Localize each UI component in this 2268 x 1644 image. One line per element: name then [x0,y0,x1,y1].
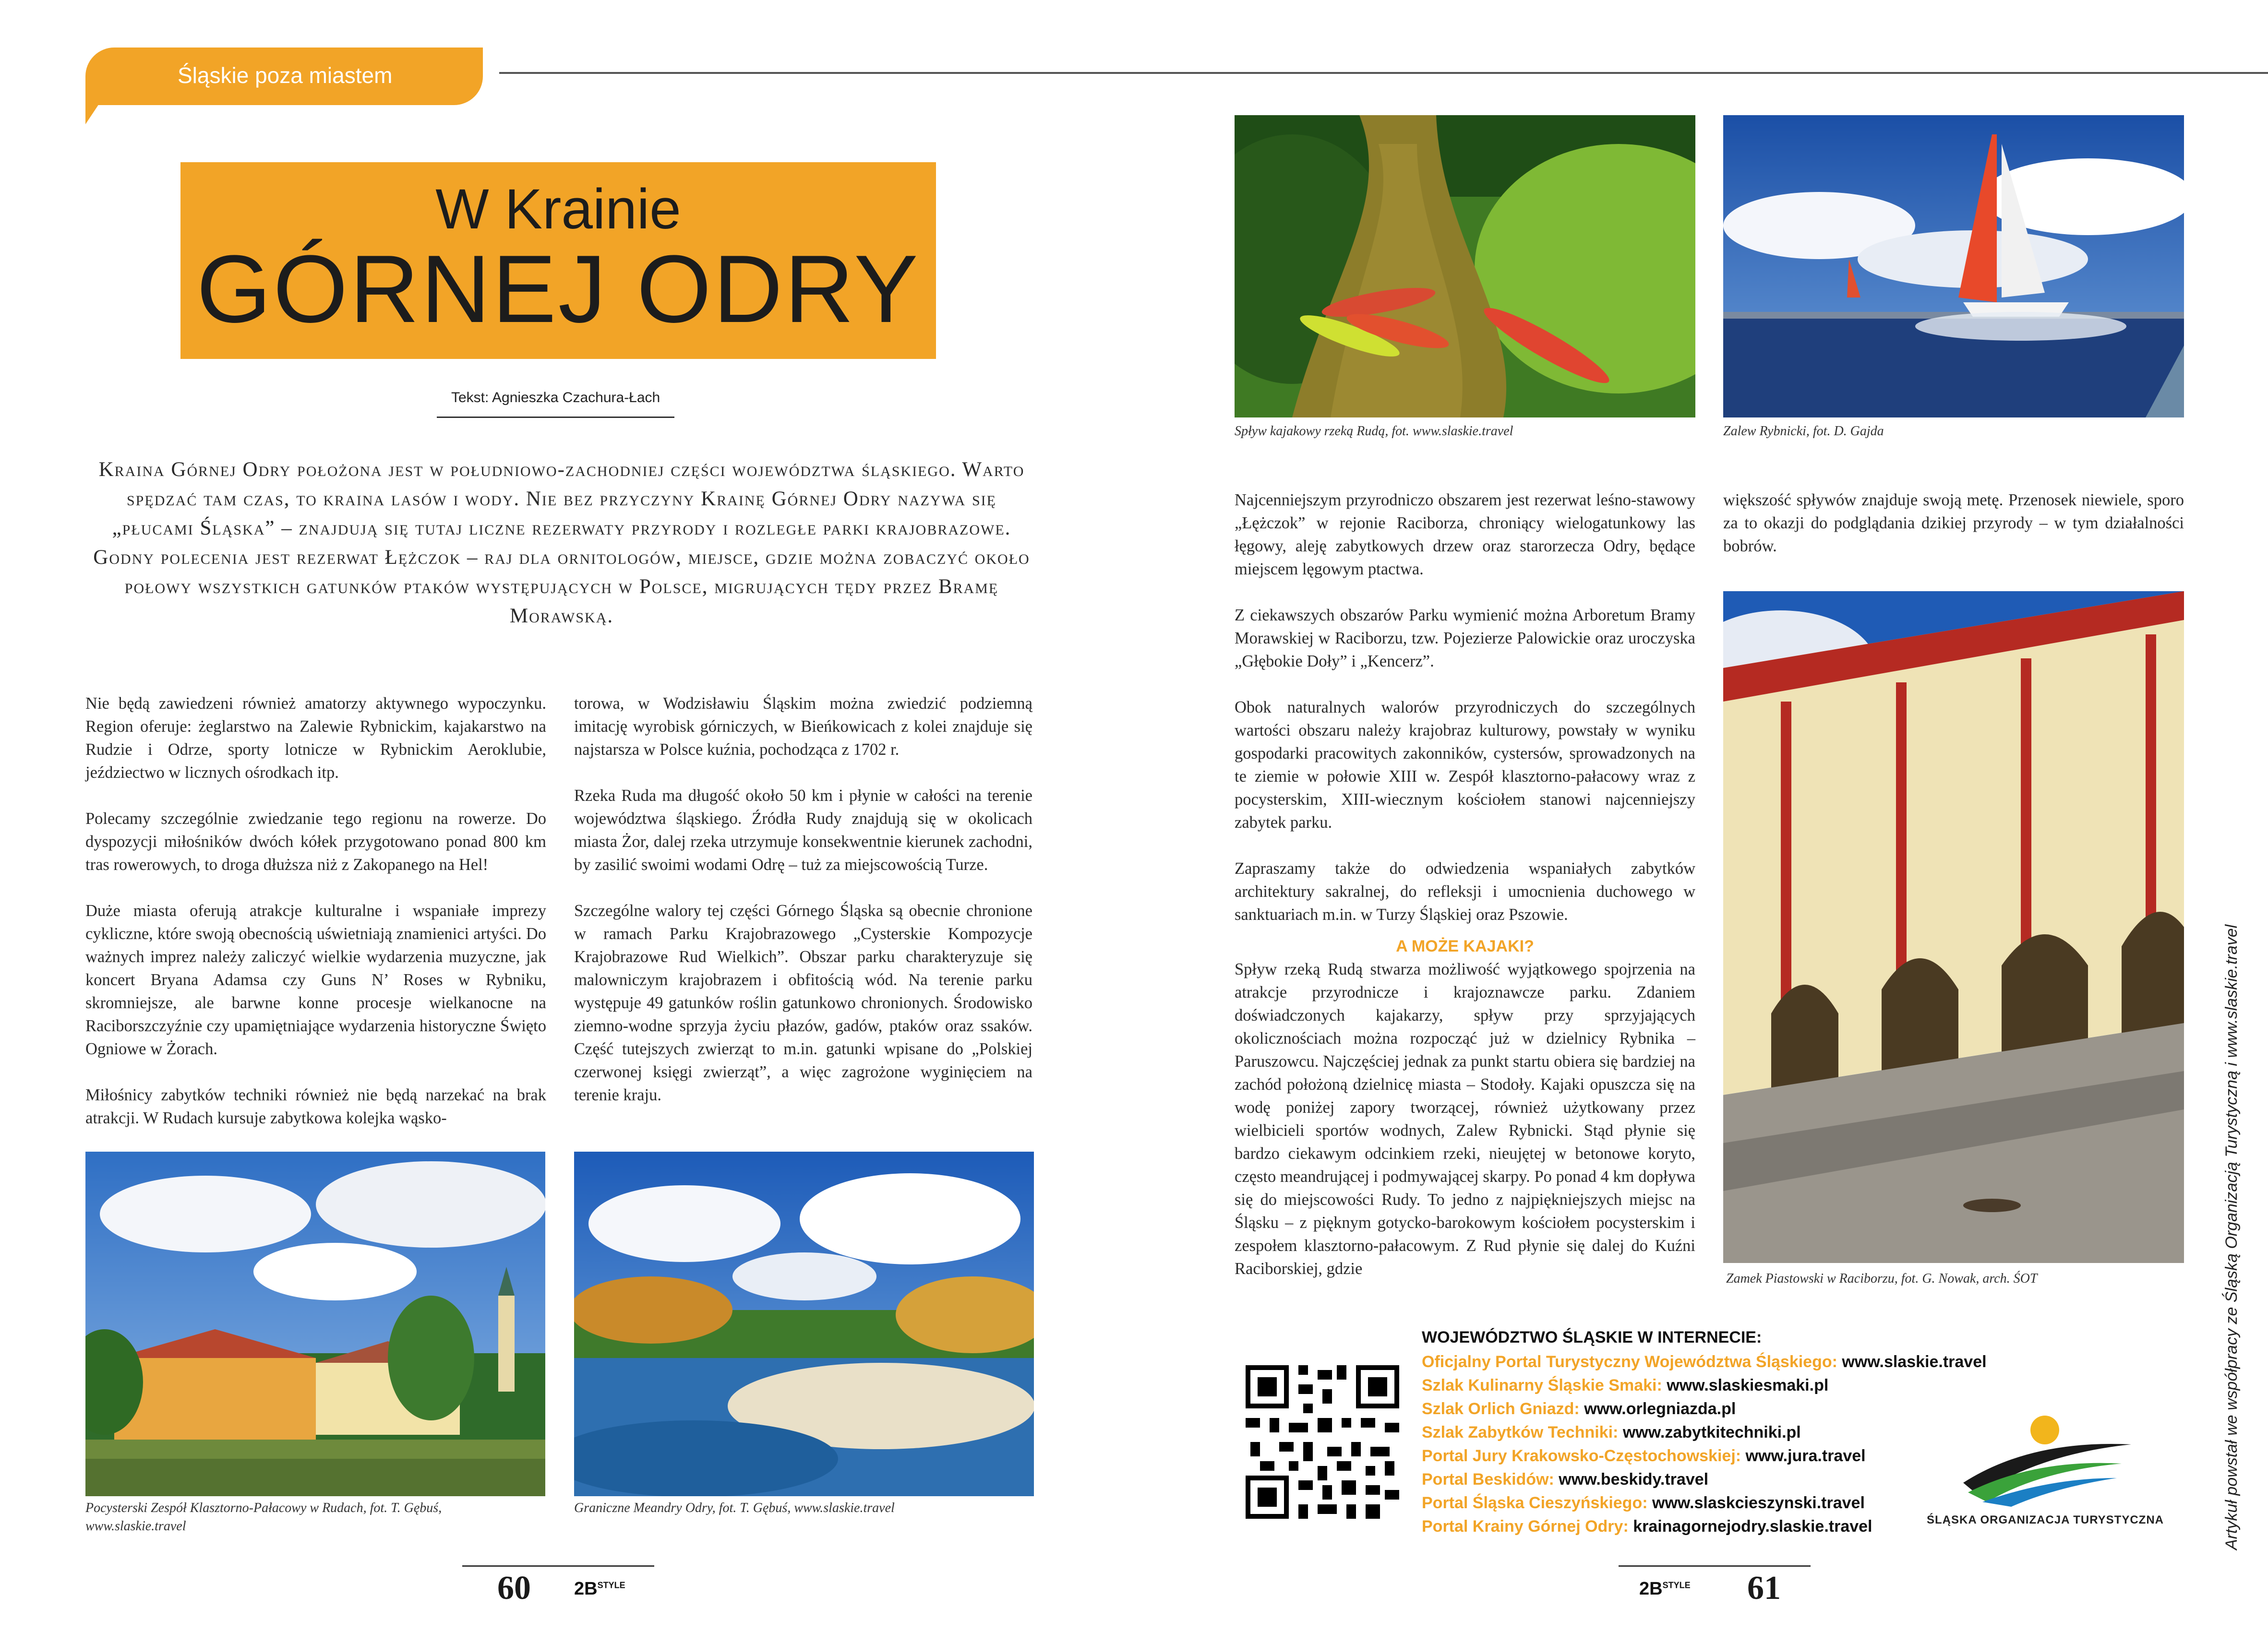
castle-caption: Zamek Piastowski w Raciborzu, fot. G. Nowak, arch. ŚOT [1726,1271,2038,1286]
paragraph: Miłośnicy zabytków techniki również nie będą narzekać na brak atrakcji. W Rudach kursuje zabytkowa kolejka wąsko- [85,1086,546,1127]
kayak-caption: Spływ kajakowy rzeką Rudą, fot. www.slaskie.travel [1235,424,1513,439]
river-caption: Graniczne Meandry Odry, fot. T. Gębuś, www.slaskie.travel [574,1501,895,1515]
link-url[interactable]: www.slaskiesmaki.pl [1667,1376,1829,1394]
link-row[interactable]: Portal Krainy Górnej Odry: krainagornejodry.slaskie.travel [1422,1517,1872,1536]
link-url[interactable]: www.jura.travel [1745,1447,1866,1465]
left-column-1 [85,692,546,1153]
brand-logo-left: $2B^{STYLE}$ [574,1579,625,1599]
link-url[interactable]: www.slaskie.travel [1842,1353,1987,1371]
link-row[interactable]: Portal Beskidów: www.beskidy.travel [1422,1470,1709,1489]
section-label: Śląskie poza miastem [178,63,393,88]
link-url[interactable]: www.zabytkitechniki.pl [1622,1423,1801,1441]
internet-link-list [1422,1350,1987,1538]
left-column-2 [574,692,1032,1130]
page-number-left: 60 [497,1570,531,1607]
sailing-caption: Zalew Rybnicki, fot. D. Gajda [1723,424,1884,439]
org-name: ŚLĄSKA ORGANIZACJA TURYSTYCZNA [1927,1513,2164,1526]
vertical-credit-note: Artykuł powstał we współpracy ze Śląską Organizacją Turystyczną i www.slaskie.travel [2222,924,2241,1550]
link-row[interactable]: Szlak Zabytków Techniki: www.zabytkitechniki.pl [1422,1423,1801,1441]
footer-rule-right [1619,1565,1811,1567]
byline: Tekst: Agnieszka Czachura-Łach [451,390,660,405]
link-url[interactable]: www.slaskcieszynski.travel [1652,1494,1865,1512]
org-logo-icon [1958,1411,2141,1507]
paragraph: torowa, w Wodzisławiu Śląskim można zwiedzić podziemną imitację wyrobisk górniczych, w Bieńkowicach z kolei znajduje się najstarsza w Polsce kuźnia, pochodząca z 1702 r. [574,694,1032,759]
link-url[interactable]: krainagornejodry.slaskie.travel [1633,1517,1872,1536]
paragraph: Z ciekawszych obszarów Parku wymienić można Arboretum Bramy Morawskiej w Raciborzu, tzw. Pojezierze Palowickie oraz uroczyska „Głębokie Doły” i „Kencerz”. [1235,606,1695,670]
paragraph: Duże miasta oferują atrakcje kulturalne i wspaniałe imprezy cykliczne, które swoją obecnością uświetniają znamienici artyści. Do ważnych imprez należy zaliczyć wielkie wydarzenia muzyczne, jak koncert Bryana Adamsa czy Guns N’ Roses w Rybniku, skromniejsze, ale barwne konne procesje wielkanocne na Raciborszczyźnie czy upamiętniające wydarzenia historyczne Święto Ogniowe w Żorach. [85,902,546,1058]
link-url[interactable]: www.beskidy.travel [1559,1470,1709,1489]
title-line2: GÓRNEJ ODRY [196,236,920,343]
paragraph: Polecamy szczególnie zwiedzanie tego regionu na rowerze. Do dyspozycji miłośników dwóch kółek przygotowano ponad 800 km tras rowerowych, to droga dłuższa niż z Zakopanego na Hel! [85,810,546,874]
paragraph: Najcenniejszym przyrodniczo obszarem jest rezerwat leśno-stawowy „Łężczok” w rejonie Raciborza, chroniący wielogatunkowy las łęgowy, aleję zabytkowych drzew oraz starorzecza Odry, będące miejscem lęgowym ptactwa. [1235,491,1695,578]
byline-rule [437,417,674,418]
paragraph: Zapraszamy także do odwiedzenia wspaniałych zabytków architektury sakralnej, do refleksji i umocnienia duchowego w sanktuariach m.in. w Turzy Śląskiej oraz Pszowie. [1235,859,1695,924]
internet-title: WOJEWÓDZTWO ŚLĄSKIE W INTERNECIE: [1422,1328,1762,1346]
link-row[interactable]: Oficjalny Portal Turystyczny Województwa Śląskiego: www.slaskie.travel [1422,1353,1987,1371]
paragraph: Obok naturalnych walorów przyrodniczych do szczególnych wartości obszaru należy krajobraz kulturowy, powstały w wyniku gospodarki pracowitych zakonników, cystersów, sprowadzonych na te ziemie w połowie XIII w. Zespół klasztorno-pałacowy wraz z pocysterskim, XIII-wiecznym kościołem stanowi najcenniejszy zabytek parku. [1235,698,1695,832]
sailing-photo [1723,115,2184,417]
kayak-photo [1235,115,1695,417]
castle-photo [1723,591,2184,1263]
link-row[interactable]: Portal Jury Krakowsko-Częstochowskiej: www.jura.travel [1422,1447,1866,1465]
paragraph: Rzeka Ruda ma długość około 50 km i płynie w całości na terenie województwa śląskiego. Źródła Rudy znajdują się w okolicach miasta Żor, dalej rzeka utrzymuje konsekwentnie kierunek zachodni, by zasilić swoimi wodami Odrę – tuż za miejscowością Turze. [574,786,1032,874]
title-line1: W Krainie [435,178,681,241]
monastery-caption: Pocysterski Zespół Klasztorno-Pałacowy w Rudach, fot. T. Gębuś, www.slaskie.travel [85,1501,442,1534]
monastery-photo [85,1152,545,1496]
footer-rule-left [462,1565,654,1567]
link-row[interactable]: Szlak Kulinarny Śląskie Smaki: www.slaskiesmaki.pl [1422,1376,1829,1394]
right-column-1 [1235,488,1695,1303]
paragraph: Spływ rzeką Rudą stwarza możliwość wyjątkowego spojrzenia na atrakcje przyrodnicze i krajoznawcze parku. Zdaniem doświadczonych kajakarzy, spływ przy sprzyjających okolicznościach można rozpocząć już w dzielnicy Rybnika – Paruszowcu. Najczęściej jednak za punkt startu obiera się bardziej na zachód położoną dzielnicę miasta – Stodoły. Kajaki opuszcza się na wodę poniżej zapory tworzącej, również użytkowany przez wielbicieli sportów wodnych, Zalew Rybnicki. Stąd płynie się bardzo ciekawym odcinkiem rzeki, nieujętej w betonowe koryto, często meandrującej i podmywającej skarpy. Po ponad 4 km dopływa się do miejscowości Rudy. To jedno z najpiękniejszych miejsc na Śląsku – z pięknym gotycko-barokowym kościołem pocysterskim i zespołem klasztorno-pałacowym. Z Rud płynie się dalej do Kuźni Raciborskiej, gdzie [1235,960,1695,1278]
paragraph: większość spływów znajduje swoją metę. Przenosek niewiele, sporo za to okazji do podglądania dzikiej przyrody – w tym działalności bobrów. [1723,491,2184,555]
paragraph: Szczególne walory tej części Górnego Śląska są obecnie chronione w ramach Parku Krajobrazowego „Cysterskie Kompozycje Krajobrazowe Rud Wielkich”. Obszar parku charakteryzuje się malowniczym krajobrazem i obfitością wód. Na terenie parku występuje 49 gatunków roślin gatunkowo chronionych. Środowisko ziemno-wodne sprzyja życiu płazów, gadów, ptaków oraz ssaków. Część tutejszych zwierząt to m.in. gatunki wpisane do „Polskiej czerwonej księgi zwierząt”, a więc zagrożone wyginięciem na terenie kraju. [574,902,1032,1104]
link-row[interactable]: Portal Śląska Cieszyńskiego: www.slaskcieszynski.travel [1422,1494,1865,1512]
right-column-2 [1723,488,2184,581]
paragraph: Nie będą zawiedzeni również amatorzy aktywnego wypoczynku. Region oferuje: żeglarstwo na Zalewie Rybnickim, kajakarstwo na Rudzie i Odrze, sporty lotnicze w Rybnickim Aeroklubie, jeździectwo w licznych ośrodkach itp. [85,694,546,782]
brand-logo-right: $2B^{STYLE}$ [1639,1579,1691,1599]
qr-code[interactable] [1241,1360,1404,1524]
link-url[interactable]: www.orlegniazda.pl [1584,1400,1736,1418]
lead-paragraph: Kraina Górnej Odry położona jest w południowo-zachodniej części województwa śląskiego. Warto spędzać tam czas, to kraina lasów i wody. Nie bez przyczyny Krainę Górnej Odry nazywa się „płucami Śląska” – znajdują się tutaj liczne rezerwaty przyrody i rozległe parki krajobrazowe. Godny polecenia jest rezerwat Łężczok – raj dla ornitologów, miejsce, gdzie można zobaczyć około połowy wszystkich gatunków ptaków występujących w Polsce, migrujących tędy przez Bramę Morawską. [93,458,1030,627]
river-photo [574,1152,1034,1496]
page-number-right: 61 [1747,1570,1781,1607]
header-rule [499,72,2268,74]
link-row[interactable]: Szlak Orlich Gniazd: www.orlegniazda.pl [1422,1400,1736,1418]
kayak-subheading: A MOŻE KAJAKI? [1396,937,1534,955]
